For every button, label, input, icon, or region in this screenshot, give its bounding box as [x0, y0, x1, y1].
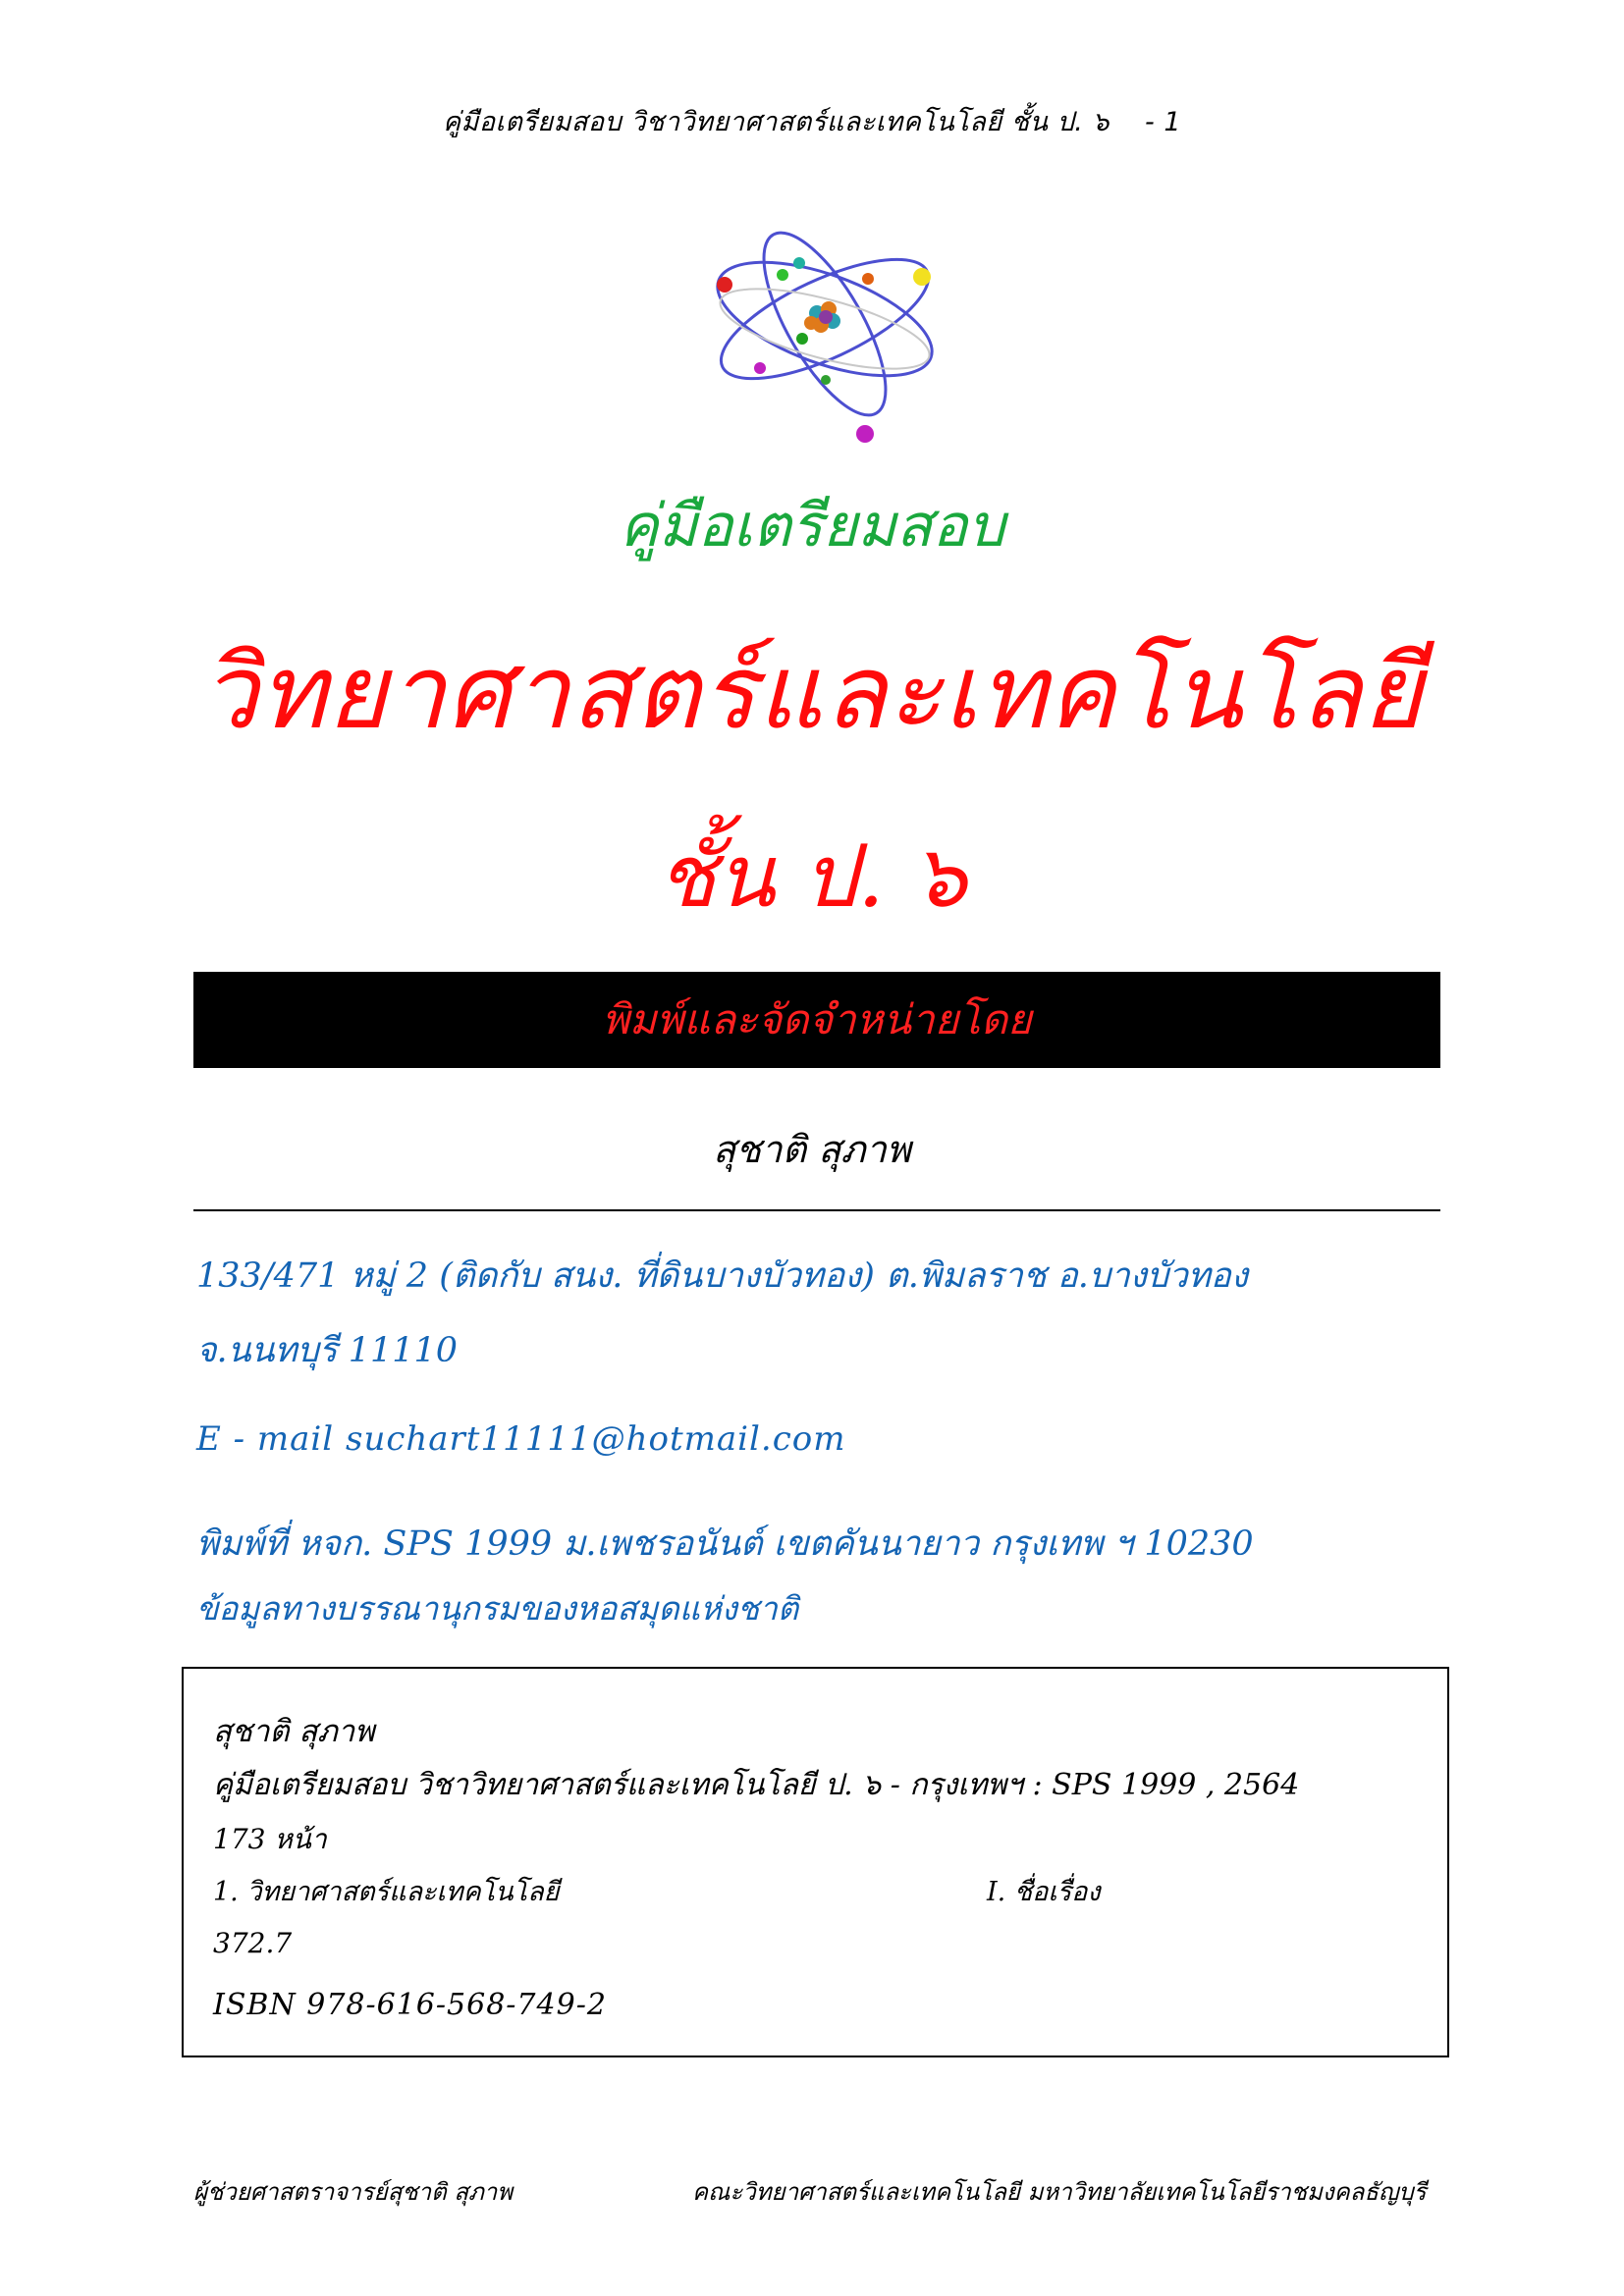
catalog-subject-1: 1. วิทยาศาสตร์และเทคโนโลยี	[213, 1877, 560, 1907]
cover-heading: คู่มือเตรียมสอบ	[619, 492, 1005, 561]
catalog-classification: 372.7	[213, 1927, 293, 1959]
page-header	[0, 100, 1624, 142]
publisher-banner-label: พิมพ์และจัดจำหน่ายโดย	[602, 995, 1032, 1043]
printer-info: พิมพ์ที่ หจก. SPS 1999 ม.เพชรอนันต์ เขตคันนายาว กรุงเทพ ฯ 10230	[196, 1524, 1254, 1564]
email-text: E - mail suchart11111@hotmail.com	[196, 1419, 846, 1459]
footer-institution: คณะวิทยาศาสตร์และเทคโนโลยี มหาวิทยาลัยเทคโนโลยีราชมงคลธัญบุรี	[692, 2178, 1427, 2206]
catalog-pages: 173 หน้า	[213, 1823, 327, 1855]
catalog-heading: ข้อมูลทางบรรณานุกรมของหอสมุดแห่งชาติ	[196, 1589, 799, 1628]
catalog-subject-2: I. ชื่อเรื่อง	[987, 1877, 1101, 1907]
cover-author: สุชาติ สุภาพ	[713, 1128, 911, 1171]
cover-grade: ชั้น ป. ๖	[657, 826, 967, 927]
header-title: คู่มือเตรียมสอบ วิชาวิทยาศาสตร์และเทคโนโลยี ชั้น ป. ๖	[442, 107, 1110, 137]
catalog-author: สุชาติ สุภาพ	[213, 1714, 375, 1749]
cover-subject: วิทยาศาสตร์และเทคโนโลยี	[200, 632, 1424, 752]
footer-author: ผู้ช่วยศาสตราจารย์สุชาติ สุภาพ	[193, 2178, 514, 2206]
publisher-banner	[193, 972, 1440, 1068]
catalog-isbn: ISBN 978-616-568-749-2	[213, 1988, 607, 2022]
divider	[193, 1209, 1440, 1211]
address-line-1: 133/471 หมู่ 2 (ติดกับ สนง. ที่ดินบางบัวทอง) ต.พิมลราช อ.บางบัวทอง	[196, 1256, 1248, 1296]
address-line-2: จ.นนทบุรี 11110	[196, 1331, 459, 1370]
catalog-title: คู่มือเตรียมสอบ วิชาวิทยาศาสตร์และเทคโนโลยี ป. ๖ - กรุงเทพฯ : SPS 1999 , 2564	[213, 1768, 1300, 1802]
atom-icon	[707, 211, 943, 447]
page-number: - 1	[1145, 107, 1182, 137]
